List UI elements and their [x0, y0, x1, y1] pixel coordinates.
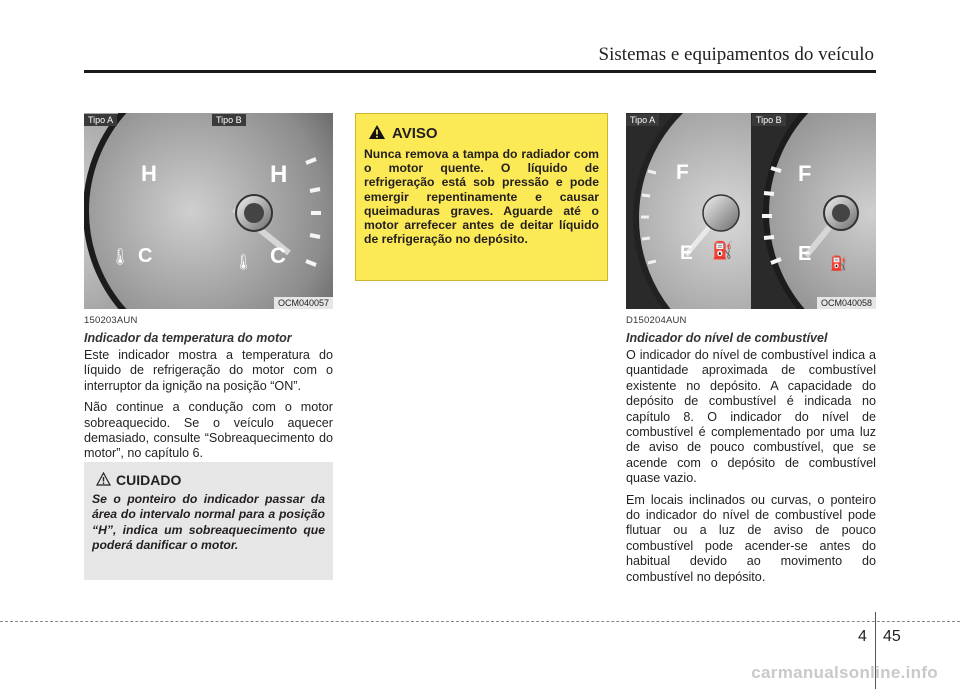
- paragraph: Não continue a condução com o motor sobreaquecido. Se o veículo aquecer demasiado, consulte “Sobreaquecimento do motor”, no capítulo 6.: [84, 400, 333, 461]
- gauge-a-empty-label: E: [680, 243, 693, 264]
- fuel-gauges-illustration: [626, 113, 876, 309]
- body-text: [84, 348, 333, 468]
- type-a-label: Tipo A: [626, 114, 659, 126]
- gauge-b-hot-label: H: [270, 161, 288, 188]
- page-number: 45: [883, 628, 901, 645]
- body-text: [626, 348, 876, 591]
- gauge-type-b: [751, 113, 876, 309]
- footer-rule: [0, 621, 960, 622]
- figure-code: OCM040058: [817, 297, 876, 309]
- chapter-number: 4: [858, 628, 867, 645]
- fuel-gauge-figure: [626, 113, 876, 309]
- temperature-gauges-illustration: [84, 113, 333, 309]
- section-subtitle: Indicador da temperatura do motor: [84, 331, 292, 345]
- paragraph: Em locais inclinados ou curvas, o ponteiro do indicador do nível de combustível pode flutuar ou a luz de aviso de pouco combustível pode acender-se antes do habitual devido ao movimento do combustível no depósito.: [626, 492, 876, 584]
- paragraph: O indicador do nível de combustível indica a quantidade aproximada de combustível existente no depósito. A capacidade do depósito de combustível é indicada no capítulo 8. O indicador do nível de combustível é complementado por uma luz de aviso de pouco combustível, que se acende com o depósito de combustível quase vazio.: [626, 348, 876, 486]
- type-a-label: Tipo A: [84, 114, 117, 126]
- warning-box: [355, 113, 608, 281]
- type-b-label: Tipo B: [752, 114, 786, 126]
- figure-code: OCM040057: [274, 297, 333, 309]
- type-b-label: Tipo B: [212, 114, 246, 126]
- section-subtitle: Indicador do nível de combustível: [626, 331, 828, 345]
- gauge-a-cold-label: C: [138, 245, 153, 267]
- caution-box: [84, 462, 333, 580]
- caution-text: Se o ponteiro do indicador passar da área do intervalo normal para a posição “H”, indica um sobreaquecimento que poderá danificar o motor.: [92, 492, 325, 553]
- section-title: Sistemas e equipamentos do veículo: [598, 44, 874, 65]
- coolant-temperature-icon: 🌡: [110, 249, 131, 266]
- coolant-temperature-icon: 🌡: [234, 254, 254, 271]
- gauge-b-cold-label: C: [270, 243, 286, 268]
- header-rule: [84, 70, 876, 73]
- warning-title: AVISO: [392, 125, 438, 142]
- gauge-a-full-label: F: [676, 161, 689, 184]
- caution-triangle-icon: [96, 472, 111, 491]
- warning-text: Nunca remova a tampa do radiador com o motor quente. O líquido de refrigeração está sob pressão e pode emergir repentinamente e causar queimaduras graves. Aguarde até o motor arrefecer antes de deitar líquido de refrigeração no depósito.: [364, 147, 599, 247]
- gauge-b-empty-label: E: [798, 243, 812, 265]
- watermark: carmanualsonline.info: [751, 663, 938, 682]
- gauge-a-hot-label: H: [141, 161, 157, 186]
- gauge-type-b: [86, 113, 333, 309]
- reference-code: 150203AUN: [84, 315, 138, 326]
- fuel-pump-icon: ⛽: [712, 241, 734, 260]
- paragraph: Este indicador mostra a temperatura do líquido de refrigeração do motor com o interruptor da ignição na posição “ON”.: [84, 348, 333, 393]
- caution-title: CUIDADO: [116, 472, 182, 488]
- fuel-pump-icon: ⛽: [830, 255, 848, 271]
- temperature-gauge-figure: [84, 113, 333, 309]
- warning-triangle-icon: [368, 124, 386, 145]
- reference-code: D150204AUN: [626, 315, 687, 326]
- gauge-b-full-label: F: [798, 161, 812, 186]
